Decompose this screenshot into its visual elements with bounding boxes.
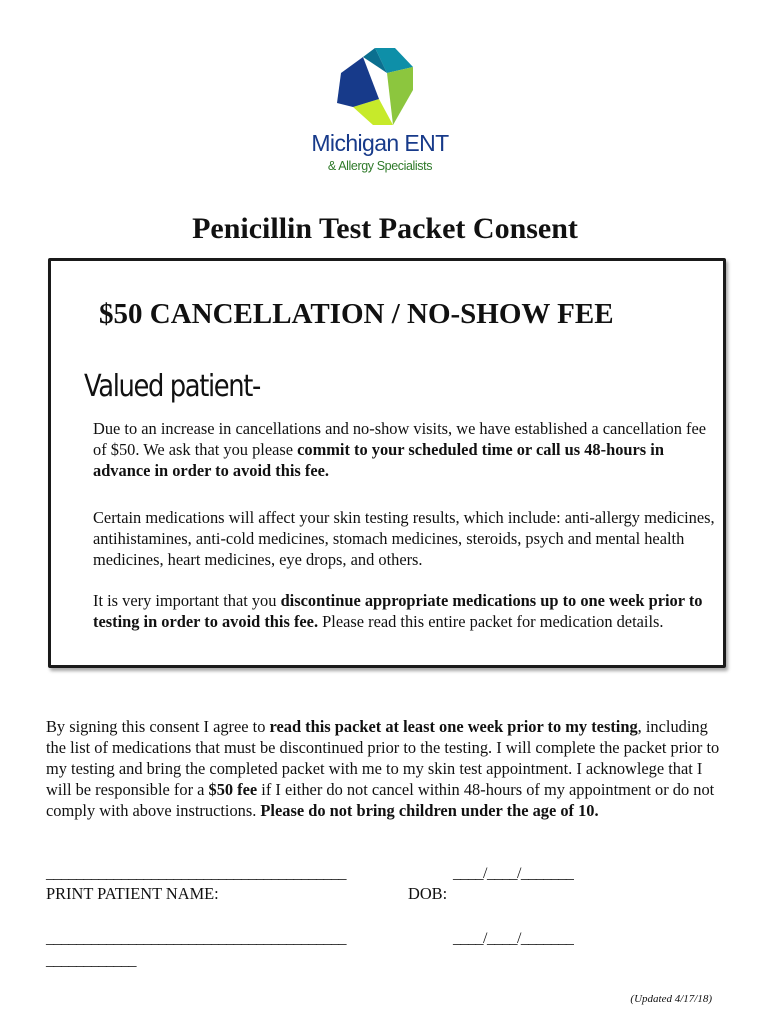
fee-paragraph-bold: commit to your scheduled time or call us 48-hours in advance in order to avoid this fee. bbox=[93, 440, 664, 480]
signature-extra-line[interactable]: ____________ bbox=[46, 952, 136, 969]
logo-name: Michigan ENT bbox=[311, 130, 449, 156]
cancellation-notice-box bbox=[48, 258, 726, 668]
signature-date-field[interactable]: ____/____/_______ bbox=[453, 930, 574, 947]
consent-text-2: , including the list of medications that must be discontinued prior to the testing. I will complete the packet prior to my testing and bring the completed packet with me to my skin test appointment. I acknowlege that I will be responsible for a bbox=[46, 717, 720, 799]
patient-name-label: PRINT PATIENT NAME: bbox=[46, 884, 219, 903]
patient-name-field[interactable]: ________________________________________ bbox=[46, 865, 346, 882]
consent-paragraph bbox=[46, 716, 726, 821]
dob-field[interactable]: ____/____/_______ bbox=[453, 865, 574, 882]
discontinue-bold: discontinue appropriate medications up to one week prior to testing in order to avoid this fee. bbox=[93, 591, 703, 631]
discontinue-paragraph bbox=[93, 590, 723, 632]
medications-paragraph: Certain medications will affect your skin testing results, which include: anti-allergy medicines, antihistamines, anti-cold medicines, stomach medicines, steroids, psych and mental health medicines, heart medicines, eye drops, and others. bbox=[93, 508, 715, 569]
consent-bold-1: read this packet at least one week prior to my testing bbox=[269, 717, 638, 736]
clinic-logo bbox=[300, 45, 460, 185]
dob-label: DOB: bbox=[408, 884, 448, 903]
page-title: Penicillin Test Packet Consent bbox=[192, 212, 578, 245]
fee-paragraph bbox=[93, 418, 723, 481]
greeting: Valued patient- bbox=[84, 369, 260, 404]
fee-heading: $50 CANCELLATION / NO-SHOW FEE bbox=[99, 298, 614, 330]
consent-text-3: if I either do not cancel within 48-hours of my appointment or do not comply with above instructions. bbox=[46, 780, 715, 820]
updated-date: (Updated 4/17/18) bbox=[630, 993, 712, 1005]
discontinue-text-1: It is very important that you bbox=[93, 591, 281, 610]
consent-text-1: By signing this consent I agree to bbox=[46, 717, 270, 736]
signature-field[interactable]: ________________________________________ bbox=[46, 930, 346, 947]
consent-bold-2: $50 fee bbox=[208, 780, 258, 799]
discontinue-text-2: Please read this entire packet for medication details. bbox=[318, 612, 664, 631]
logo-subtitle: & Allergy Specialists bbox=[327, 159, 433, 173]
consent-bold-3: Please do not bring children under the age of 10. bbox=[260, 801, 599, 820]
logo-pinwheel-icon bbox=[333, 45, 417, 129]
fee-paragraph-text: Due to an increase in cancellations and no-show visits, we have established a cancellation fee of $50. We ask that you please bbox=[93, 419, 707, 459]
